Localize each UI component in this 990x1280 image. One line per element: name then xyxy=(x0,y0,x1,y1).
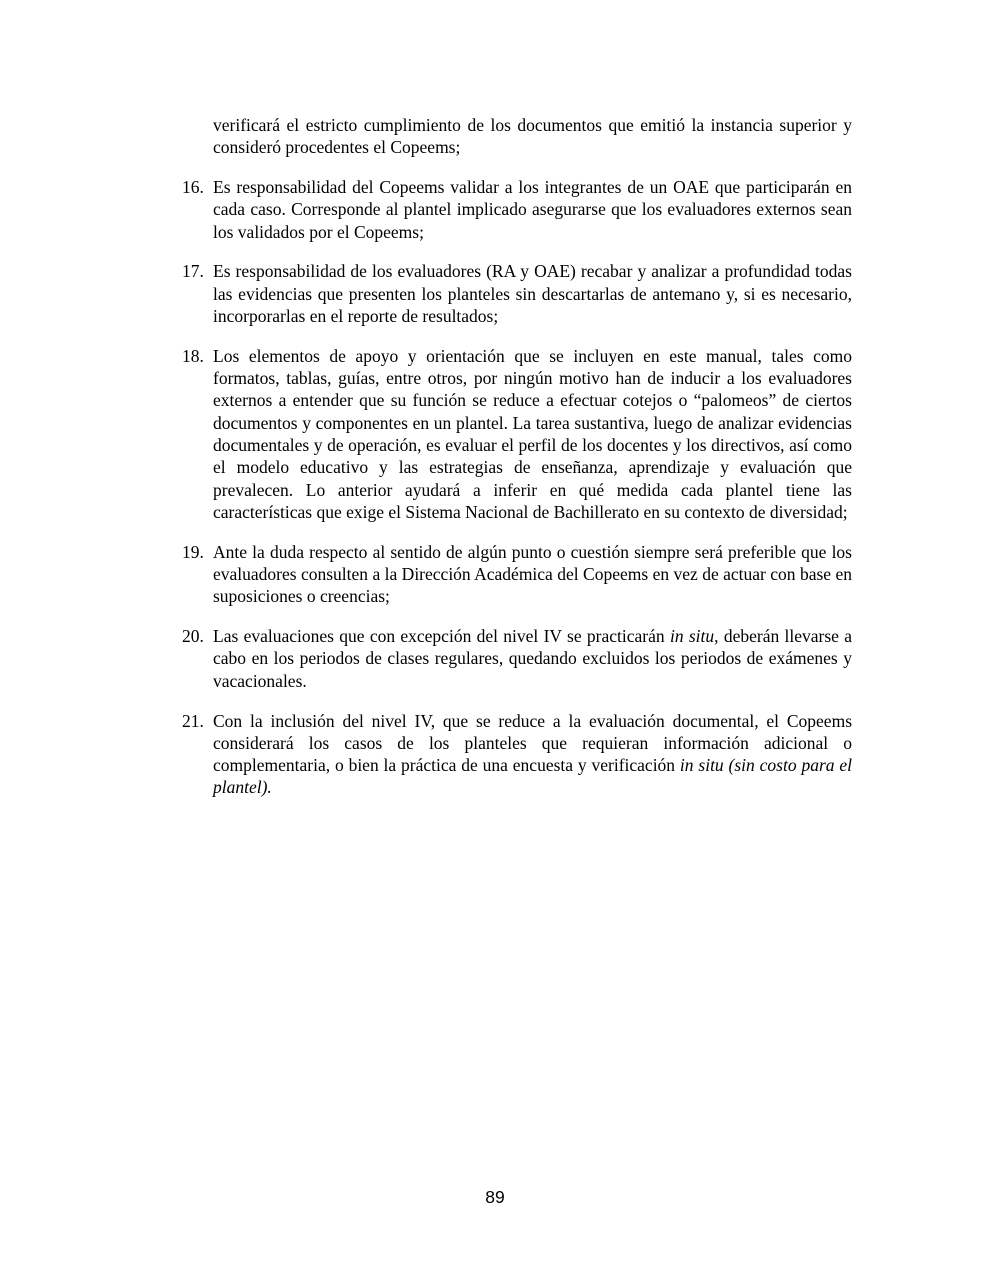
list-item-21 xyxy=(182,710,852,799)
item-text xyxy=(213,625,852,692)
item-text-after: , deberán llevarse a cabo en los periodos de clases regulares, quedando excluidos los periodos de exámenes y vacacionales. xyxy=(213,626,852,691)
list-item-16 xyxy=(182,176,852,243)
list-item-20 xyxy=(182,625,852,692)
item-text: Es responsabilidad del Copeems validar a los integrantes de un OAE que participarán en cada caso. Corresponde al plantel implicado asegurarse que los evaluadores externos sean los validados por el Copeems; xyxy=(213,177,852,242)
page-number: 89 xyxy=(485,1187,505,1207)
item-number: 21. xyxy=(182,710,204,731)
item-number: 19. xyxy=(182,541,204,562)
list-item-18 xyxy=(182,345,852,523)
item-number: 16. xyxy=(182,177,204,198)
list-item-17 xyxy=(182,260,852,327)
item-number: 17. xyxy=(182,261,204,282)
continuation-text: verificará el estricto cumplimiento de los documentos que emitió la instancia superior y consideró procedentes el Copeems; xyxy=(213,115,852,158)
item-text xyxy=(213,710,852,799)
item-text-italic: in situ xyxy=(669,626,715,647)
item-text-before: Con la inclusión del nivel IV, que se reduce a la evaluación documental, el Copeems considerará los casos de los planteles que requieran información adicional o complementaria, o bien la práctica de una encuesta y verificación xyxy=(213,710,852,776)
item-text: Es responsabilidad de los evaluadores (RA y OAE) recabar y analizar a profundidad todas las evidencias que presenten los planteles sin descartarlas de antemano y, si es necesario, incorporarlas en el reporte de resultados; xyxy=(213,261,852,327)
item-text-italic: in situ (sin costo para el plantel). xyxy=(213,755,852,798)
page-content xyxy=(182,114,852,816)
continuation-paragraph xyxy=(182,114,852,159)
list-item-19 xyxy=(182,541,852,608)
item-text: Los elementos de apoyo y orientación que se incluyen en este manual, tales como formatos, tablas, guías, entre otros, por ningún motivo han de inducir a los evaluadores externos a entender que su función se reduce a efectuar cotejos o “palomeos” de ciertos documentos y componentes en un plantel. La tarea sustantiva, luego de analizar evidencias documentales y de operación, es evaluar el perfil de los docentes y los directivos, así como el modelo educativo y las estrategias de enseñanza, aprendizaje y evaluación que prevalecen. Lo anterior ayudará a inferir en qué medida cada plantel tiene las características que exige el Sistema Nacional de Bachillerato en su contexto de diversidad; xyxy=(213,345,852,522)
item-text-before: Las evaluaciones que con excepción del nivel IV se practicarán xyxy=(213,626,670,647)
item-text: Ante la duda respecto al sentido de algún punto o cuestión siempre será preferible que los evaluadores consulten a la Dirección Académica del Copeems en vez de actuar con base en suposiciones o creencias; xyxy=(213,541,852,607)
item-number: 20. xyxy=(182,626,204,647)
item-number: 18. xyxy=(182,345,204,366)
